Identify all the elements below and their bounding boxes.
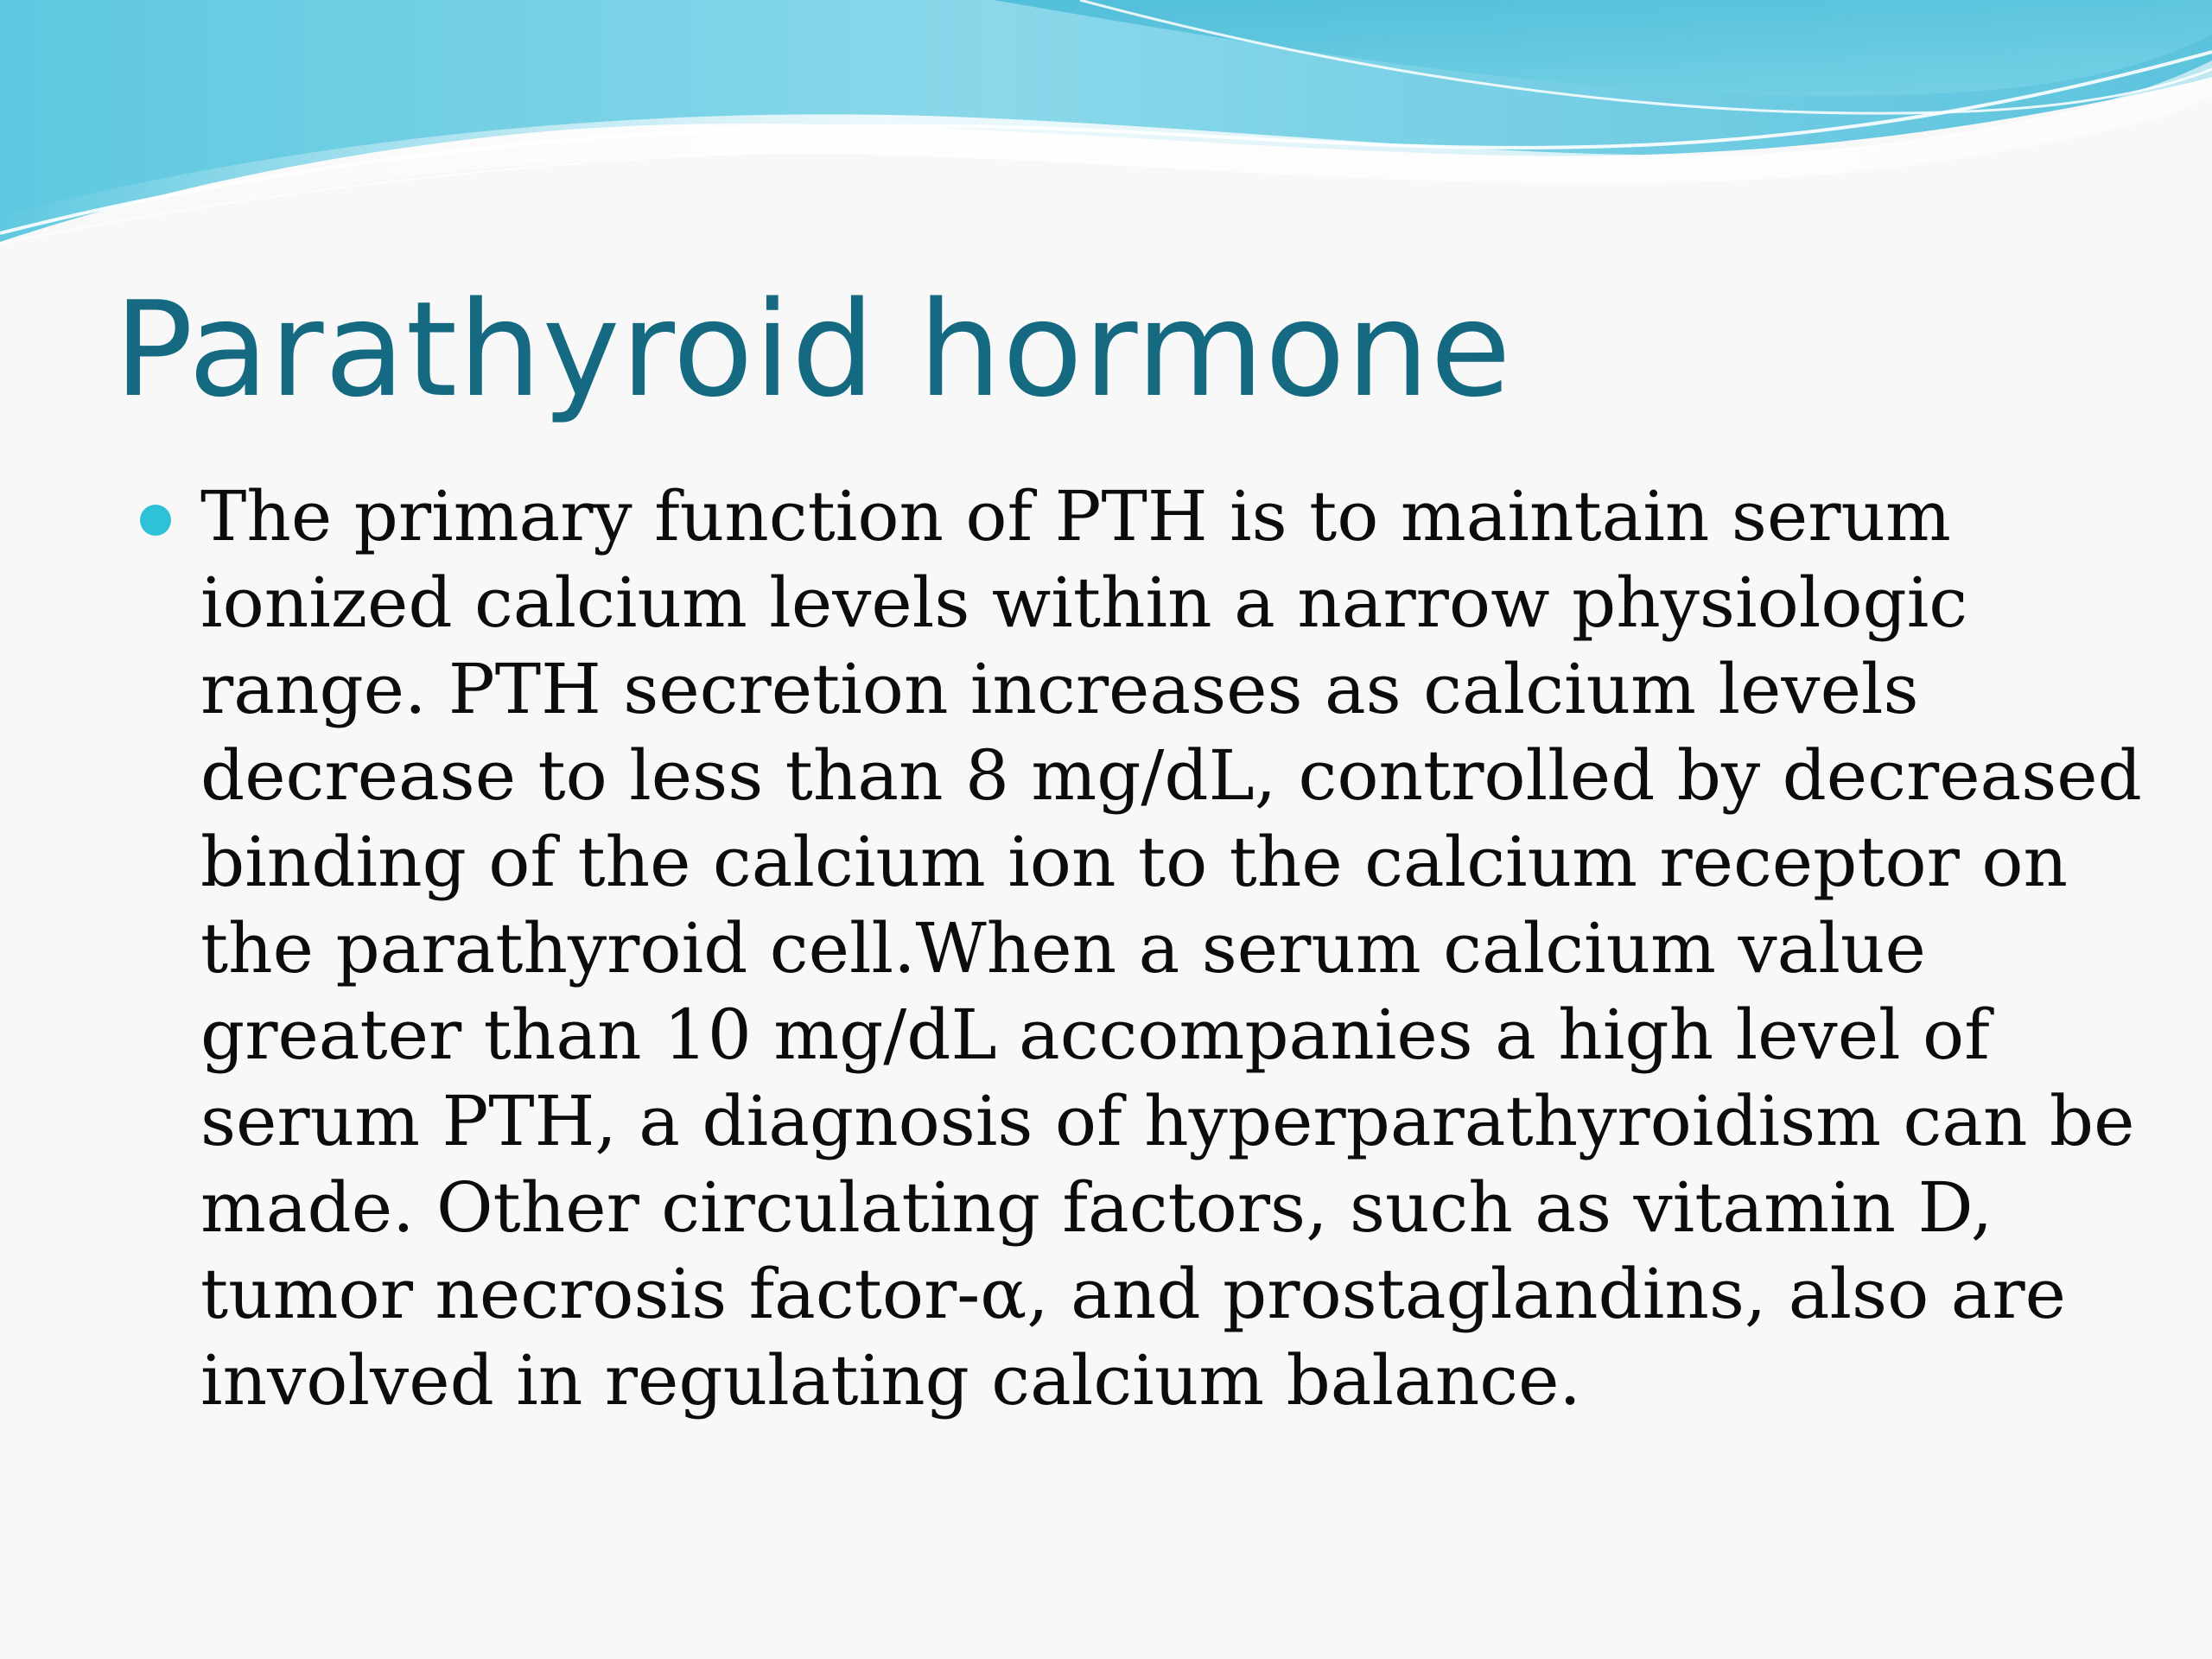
bullet-text-line: involved in regulating calcium balance.: [200, 1340, 1581, 1421]
bullet-text-line: ionized calcium levels within a narrow physiologic: [200, 563, 1968, 643]
bullet-text-line: the parathyroid cell.When a serum calcium value: [200, 908, 1926, 988]
bullet-text-line: made. Other circulating factors, such as vitamin D,: [200, 1167, 1993, 1248]
bullet-text-line: range. PTH secretion increases as calcium levels: [200, 649, 1919, 729]
bullet-text-line: greater than 10 mg/dL accompanies a high level of: [200, 995, 1990, 1075]
bullet-text-line: tumor necrosis factor-α, and prostaglandins, also are: [200, 1254, 2066, 1334]
bullet-text-line: decrease to less than 8 mg/dL, controlled by decreased: [200, 735, 2142, 816]
bullet-list: [138, 474, 2142, 1424]
bullet-text-line: serum PTH, a diagnosis of hyperparathyroidism can be: [200, 1081, 2135, 1161]
bullet-text-line: The primary function of PTH is to maintain serum: [200, 476, 1951, 556]
slide-title: Parathyroid hormone: [114, 273, 1512, 426]
bullet-dot-icon: [140, 505, 171, 536]
header-wave-decoration: [0, 0, 2212, 276]
bullet-text-line: binding of the calcium ion to the calcium receptor on: [200, 822, 2069, 902]
bullet-item: [138, 474, 2142, 1424]
